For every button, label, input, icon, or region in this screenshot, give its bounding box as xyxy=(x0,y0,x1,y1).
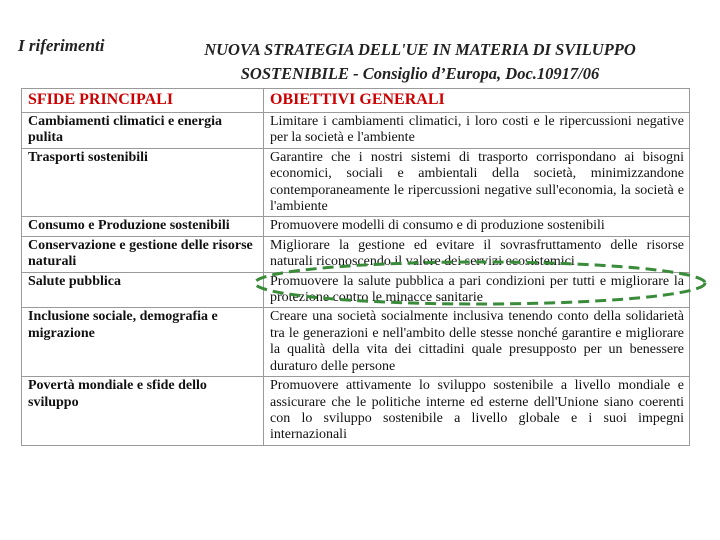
objective-cell: Promuovere modelli di consumo e di produzione sostenibili xyxy=(264,217,690,236)
table-row xyxy=(22,148,690,217)
table-row xyxy=(22,377,690,446)
objective-cell: Promuovere la salute pubblica a pari condizioni per tutti e migliorare la protezione contro le minacce sanitarie xyxy=(264,272,690,308)
header-objectives: OBIETTIVI GENERALI xyxy=(264,89,690,113)
objective-cell: Garantire che i nostri sistemi di trasporto corrispondano ai bisogni economici, sociali e ambientali della società, minimizzandone contemporaneamente le ripercussioni negative sull'economia, la società e l'ambiente xyxy=(264,148,690,217)
challenge-cell: Povertà mondiale e sfide dello sviluppo xyxy=(22,377,264,446)
objective-cell: Promuovere attivamente lo sviluppo sostenibile a livello mondiale e assicurare che le politiche interne ed esterne dell'Unione siano coerenti con lo sviluppo sostenibile a livello globale e i suoi impegni internazionali xyxy=(264,377,690,446)
challenge-cell: Consumo e Produzione sostenibili xyxy=(22,217,264,236)
strategy-table xyxy=(21,88,690,446)
table-row xyxy=(22,308,690,377)
table-row xyxy=(22,272,690,308)
table-header-row xyxy=(22,89,690,113)
strategy-table-container xyxy=(21,88,689,446)
side-label: I riferimenti xyxy=(18,36,105,55)
table-row-highlighted xyxy=(22,236,690,272)
challenge-cell: Conservazione e gestione delle risorse naturali xyxy=(22,236,264,272)
challenge-cell: Inclusione sociale, demografia e migrazione xyxy=(22,308,264,377)
challenge-cell: Trasporti sostenibili xyxy=(22,148,264,217)
slide-title xyxy=(140,38,700,86)
objective-cell: Migliorare la gestione ed evitare il sovrasfruttamento delle risorse naturali riconoscendo il valore dei servizi ecosistemici xyxy=(264,236,690,272)
table-row xyxy=(22,217,690,236)
title-line-1: NUOVA STRATEGIA DELL'UE IN MATERIA DI SVILUPPO xyxy=(204,40,636,59)
objective-cell: Creare una società socialmente inclusiva tenendo conto della solidarietà tra le generazioni e nell'ambito delle stesse nonché garantire e migliorare la qualità della vita dei cittadini quale presupposto per un benessere duraturo delle persone xyxy=(264,308,690,377)
objective-cell: Limitare i cambiamenti climatici, i loro costi e le ripercussioni negative per la società e l'ambiente xyxy=(264,113,690,149)
challenge-cell: Salute pubblica xyxy=(22,272,264,308)
title-line-2: SOSTENIBILE - Consiglio d’Europa, Doc.10917/06 xyxy=(240,64,600,83)
header-challenges: SFIDE PRINCIPALI xyxy=(22,89,264,113)
table-row xyxy=(22,113,690,149)
challenge-cell: Cambiamenti climatici e energia pulita xyxy=(22,113,264,149)
